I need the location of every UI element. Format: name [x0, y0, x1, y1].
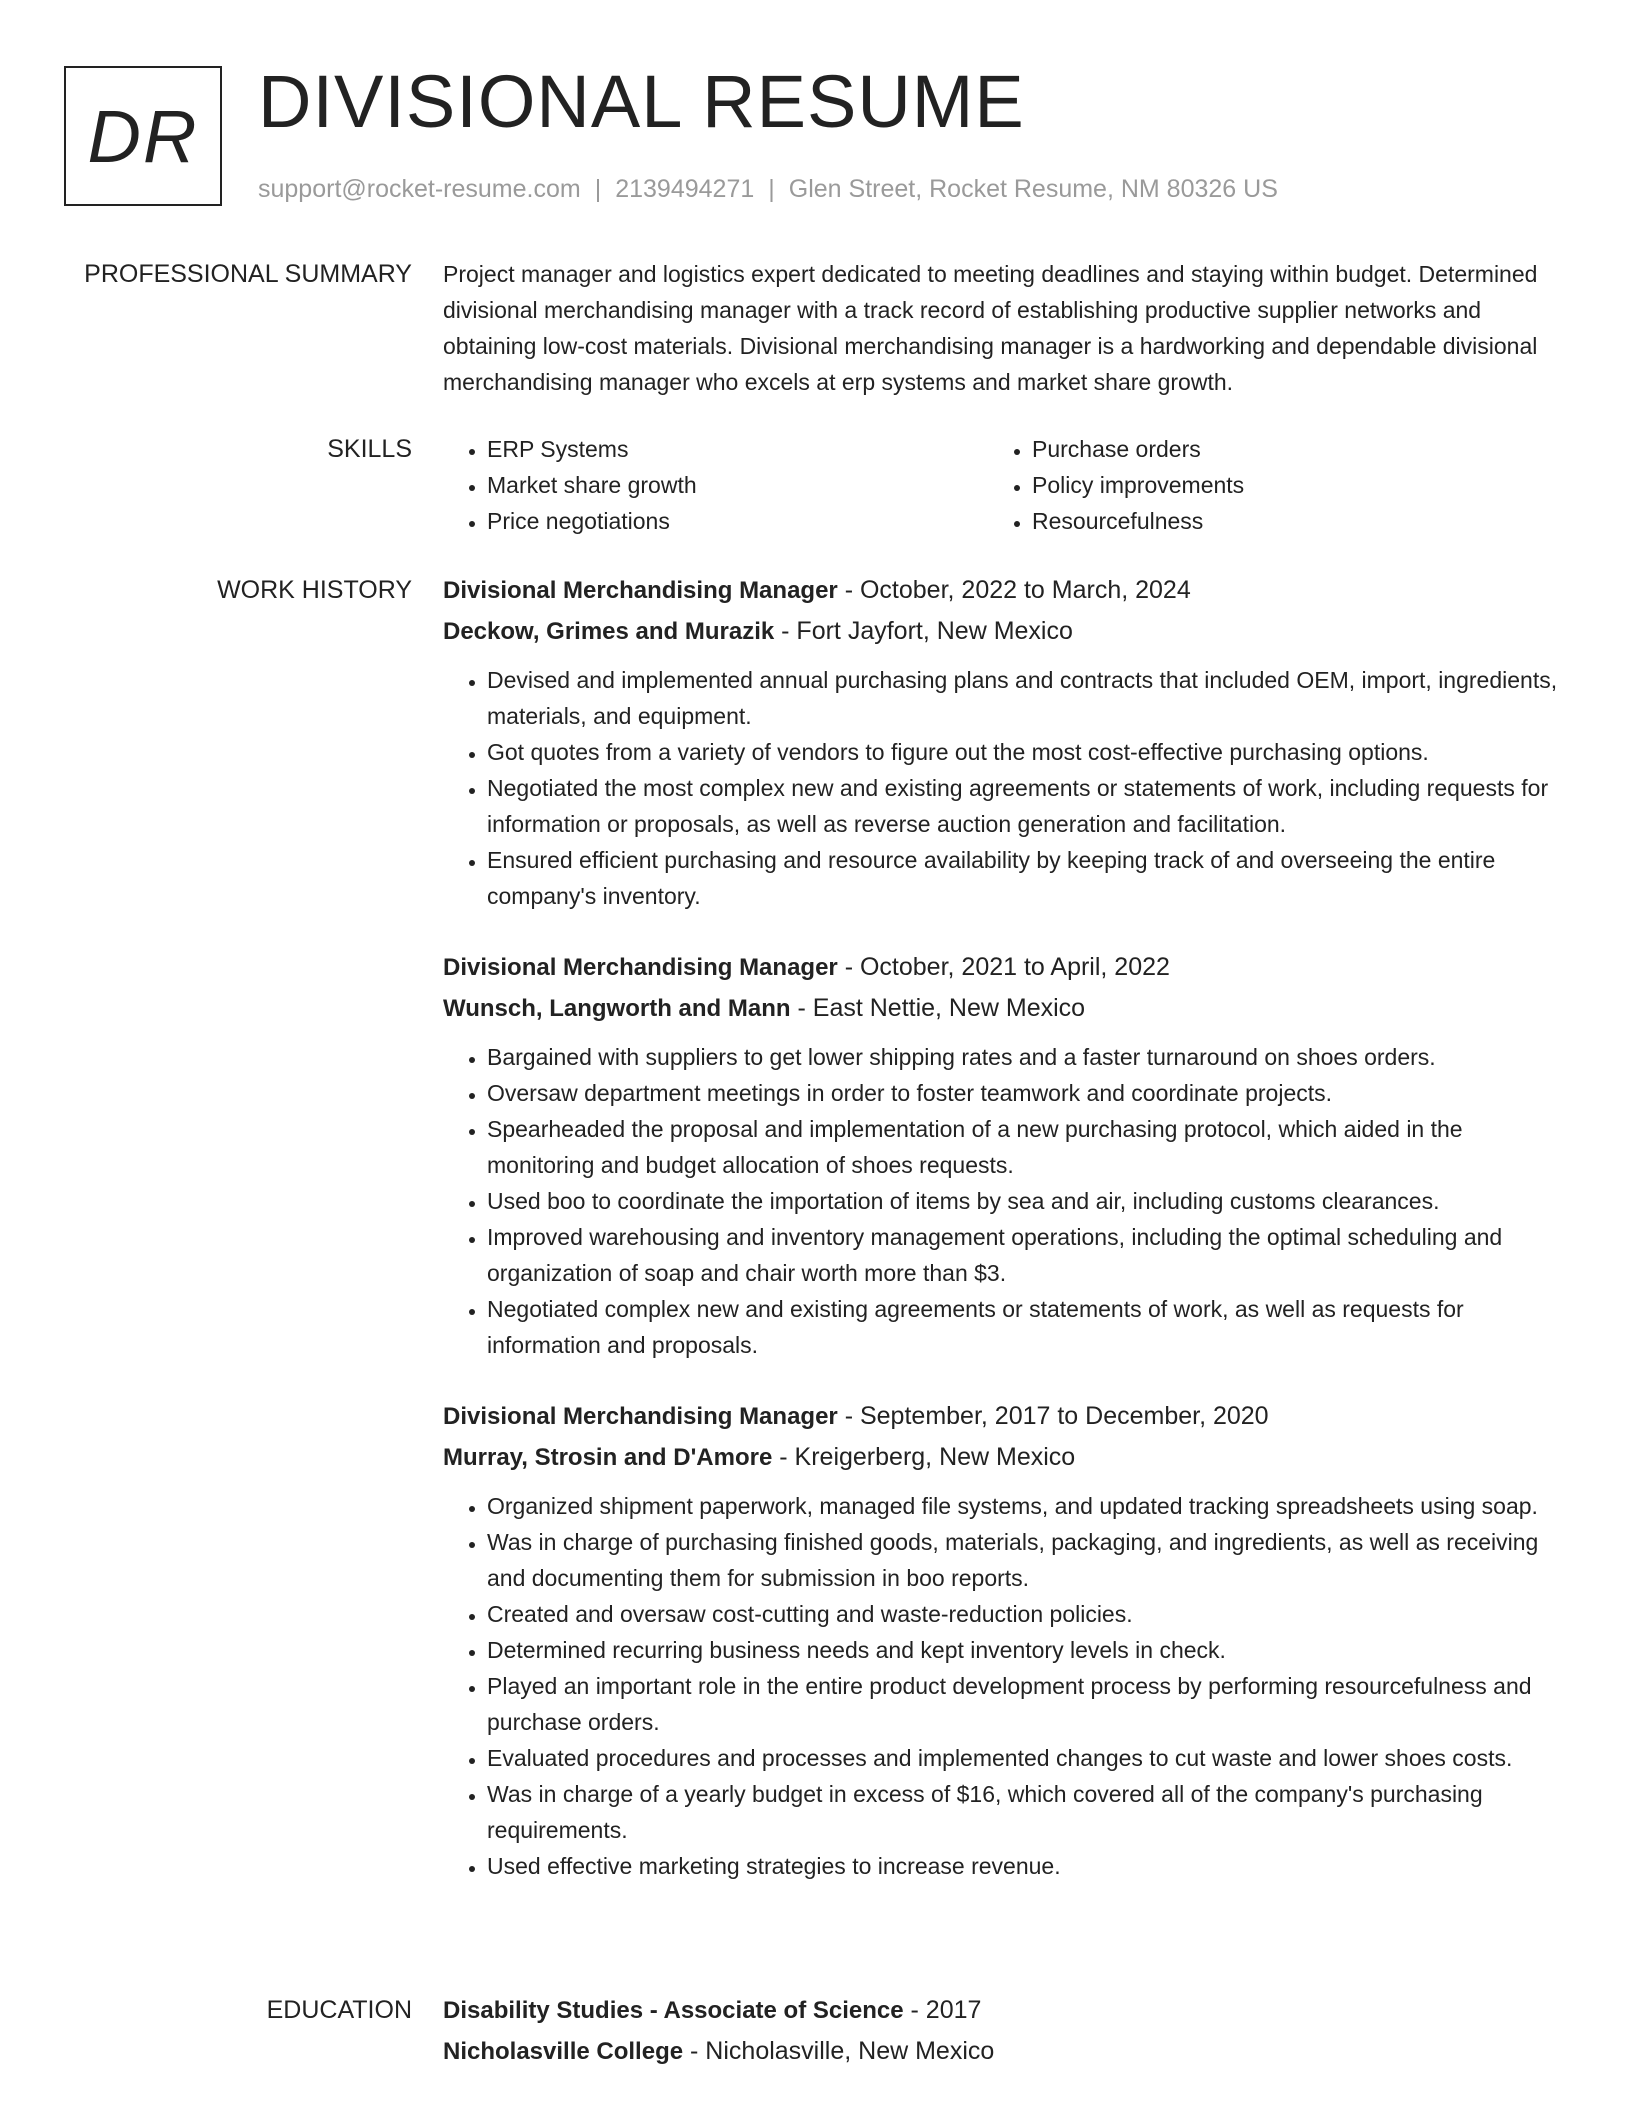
job-bullet: • Was in charge of purchasing finished goods, materials, packaging, and ingredients, as well as receiving and documenting them for submission in boo reports. — [487, 1524, 1563, 1596]
education-school: Nicholasville College — [443, 2038, 684, 2065]
job-bullet: • Determined recurring business needs and kept inventory levels in check. — [487, 1632, 1563, 1668]
job-bullets — [443, 1488, 1563, 1884]
job-location: - Fort Jayfort, New Mexico — [774, 617, 1073, 645]
skill-item: • Resourcefulness — [1032, 503, 1533, 539]
education-school-line — [443, 2031, 1563, 2072]
job-bullet: • Ensured efficient purchasing and resource availability by keeping track of and overseeing the entire company's inventory. — [487, 842, 1563, 914]
job-title: Divisional Merchandising Manager — [443, 954, 838, 981]
job-title-line — [443, 570, 1563, 611]
job-company: Murray, Strosin and D'Amore — [443, 1444, 773, 1471]
job-bullet: • Created and oversaw cost-cutting and waste-reduction policies. — [487, 1596, 1563, 1632]
skills-column-left — [443, 431, 988, 539]
job-bullet: • Evaluated procedures and processes and implemented changes to cut waste and lower shoes costs. — [487, 1740, 1563, 1776]
skills-grid — [443, 431, 1563, 539]
contact-separator: | — [768, 175, 775, 203]
job-bullet: • Oversaw department meetings in order to foster teamwork and coordinate projects. — [487, 1075, 1563, 1111]
section-label-work-history: WORK HISTORY — [217, 576, 412, 604]
skill-item: • Market share growth — [487, 467, 988, 503]
job-title-line — [443, 1396, 1563, 1437]
job-company: Wunsch, Langworth and Mann — [443, 995, 791, 1022]
job-entry — [443, 1396, 1563, 1884]
contact-line — [258, 172, 1278, 206]
job-bullet: • Used boo to coordinate the importation of items by sea and air, including customs clearances. — [487, 1183, 1563, 1219]
work-history-body — [443, 570, 1563, 1917]
job-company: Deckow, Grimes and Murazik — [443, 618, 775, 645]
job-entry — [443, 570, 1563, 914]
job-entry — [443, 947, 1563, 1363]
education-body — [443, 1990, 1563, 2072]
section-label-summary: PROFESSIONAL SUMMARY — [84, 260, 412, 288]
job-dates: - October, 2022 to March, 2024 — [837, 576, 1191, 604]
job-title: Divisional Merchandising Manager — [443, 1403, 838, 1430]
job-company-line — [443, 611, 1563, 652]
education-location: - Nicholasville, New Mexico — [683, 2037, 995, 2065]
education-degree: Disability Studies - Associate of Science — [443, 1997, 904, 2024]
section-label-education: EDUCATION — [266, 1996, 412, 2024]
contact-email[interactable]: support@rocket-resume.com — [258, 175, 581, 203]
job-bullet: • Organized shipment paperwork, managed file systems, and updated tracking spreadsheets using soap. — [487, 1488, 1563, 1524]
job-bullets — [443, 1039, 1563, 1363]
skill-item: • ERP Systems — [487, 431, 988, 467]
job-title: Divisional Merchandising Manager — [443, 577, 838, 604]
section-label-skills: SKILLS — [327, 435, 412, 463]
job-dates: - October, 2021 to April, 2022 — [837, 953, 1170, 981]
skill-item: • Policy improvements — [1032, 467, 1533, 503]
skills-column-right — [988, 431, 1533, 539]
job-title-line — [443, 947, 1563, 988]
job-bullet: • Improved warehousing and inventory management operations, including the optimal scheduling and organization of soap and chair worth more than $3. — [487, 1219, 1563, 1291]
contact-separator: | — [594, 175, 602, 203]
job-bullet: • Devised and implemented annual purchasing plans and contracts that included OEM, import, ingredients, materials, and equipment. — [487, 662, 1563, 734]
job-bullet: • Negotiated complex new and existing agreements or statements of work, as well as requests for information and proposals. — [487, 1291, 1563, 1363]
job-company-line — [443, 1437, 1563, 1478]
monogram-initials: DR — [87, 94, 199, 178]
monogram-badge — [64, 66, 222, 206]
summary-text: Project manager and logistics expert dedicated to meeting deadlines and staying within budget. Determined divisional merchandising manager with a track record of establishing productive supplier networks and obtaining low-cost materials. Divisional merchandising manager is a hardworking and dependable divisional merchandising manager who excels at erp systems and market share growth. — [443, 261, 1538, 395]
job-dates: - September, 2017 to December, 2020 — [837, 1402, 1269, 1430]
job-bullet: • Was in charge of a yearly budget in excess of $16, which covered all of the company's purchasing requirements. — [487, 1776, 1563, 1848]
job-bullet: • Spearheaded the proposal and implementation of a new purchasing protocol, which aided in the monitoring and budget allocation of shoes requests. — [487, 1111, 1563, 1183]
resume-name: DIVISIONAL RESUME — [258, 60, 1025, 143]
job-bullet: • Used effective marketing strategies to increase revenue. — [487, 1848, 1563, 1884]
job-location: - East Nettie, New Mexico — [790, 994, 1086, 1022]
job-bullet: • Bargained with suppliers to get lower shipping rates and a faster turnaround on shoes orders. — [487, 1039, 1563, 1075]
education-degree-line — [443, 1990, 1563, 2031]
job-bullet: • Negotiated the most complex new and existing agreements or statements of work, including requests for information or proposals, as well as reverse auction generation and facilitation. — [487, 770, 1563, 842]
job-bullet: • Got quotes from a variety of vendors to figure out the most cost-effective purchasing options. — [487, 734, 1563, 770]
job-bullets — [443, 662, 1563, 914]
skill-item: • Price negotiations — [487, 503, 988, 539]
contact-address: Glen Street, Rocket Resume, NM 80326 US — [788, 175, 1278, 203]
contact-phone[interactable]: 2139494271 — [615, 175, 755, 203]
summary-body — [443, 256, 1563, 400]
job-company-line — [443, 988, 1563, 1029]
skill-item: • Purchase orders — [1032, 431, 1533, 467]
job-bullet: • Played an important role in the entire product development process by performing resourcefulness and purchase orders. — [487, 1668, 1563, 1740]
job-location: - Kreigerberg, New Mexico — [772, 1443, 1076, 1471]
education-year: - 2017 — [903, 1996, 982, 2024]
